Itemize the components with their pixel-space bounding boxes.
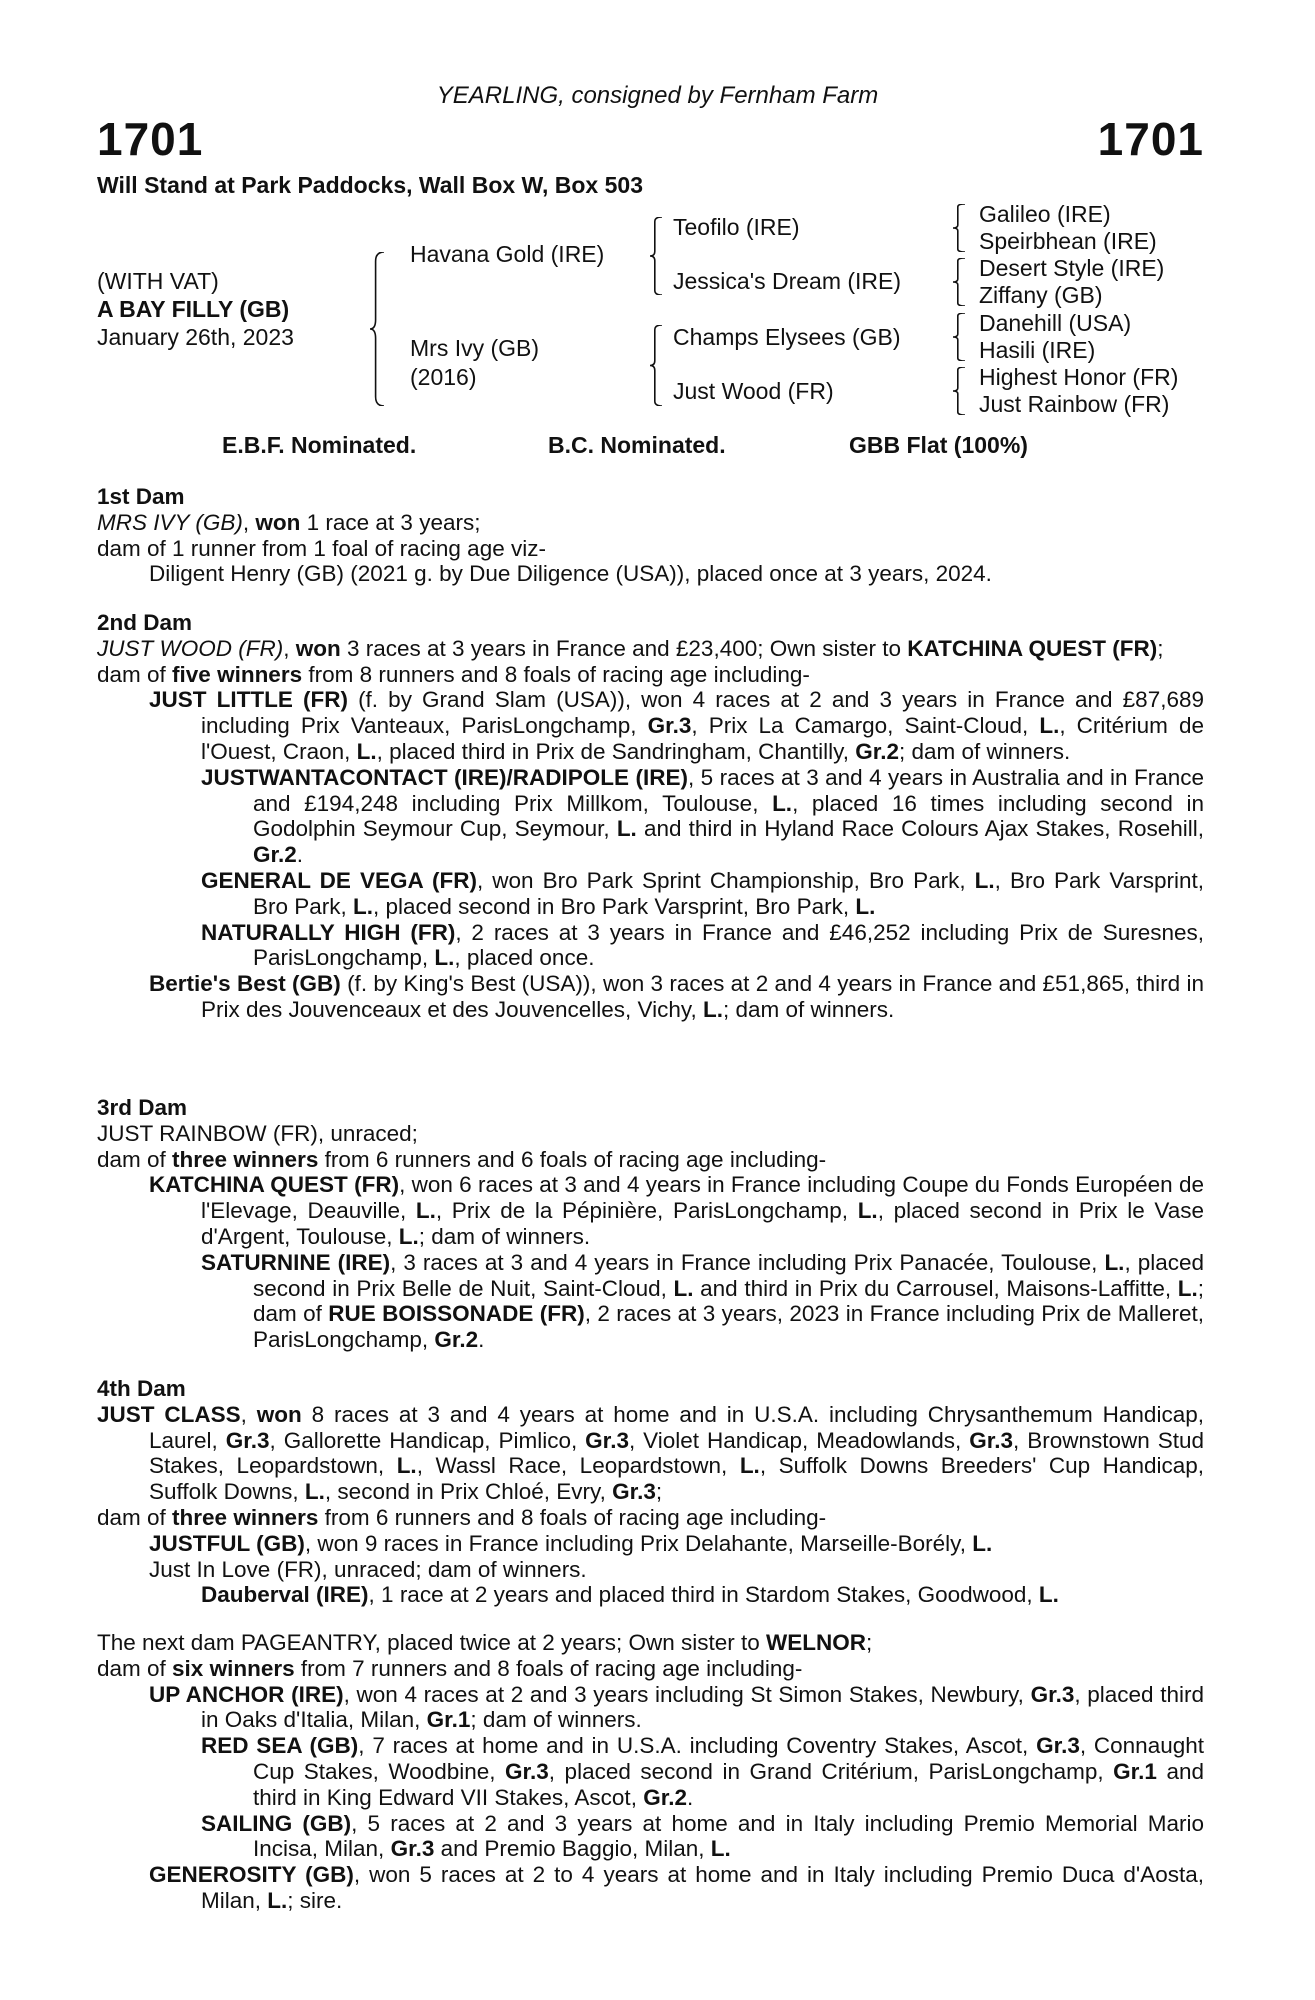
pedigree-entry	[97, 1630, 1204, 1656]
text: dam of	[97, 1655, 173, 1681]
bold-text: three winners	[172, 1146, 319, 1172]
bold-text: GENERAL DE VEGA (FR)	[201, 867, 477, 893]
bold-text: UP ANCHOR (IRE)	[149, 1681, 344, 1707]
bold-text: WELNOR	[766, 1630, 867, 1655]
text: ; dam of winners.	[898, 738, 1071, 764]
text: , Gallorette Handicap, Pimlico,	[269, 1427, 586, 1453]
grandsire-paternal: Teofilo (IRE)	[673, 214, 800, 240]
section-heading: 3rd Dam	[97, 1095, 188, 1120]
pedigree-entry	[97, 510, 1204, 536]
text: from 6 runners and 6 foals of racing age including-	[318, 1146, 827, 1172]
stand-location: Will Stand at Park Paddocks, Wall Box W, Box 503	[97, 172, 643, 198]
pedigree-entry	[97, 1505, 1204, 1531]
text: , placed second in Grand Critérium, ParisLongchamp,	[548, 1758, 1114, 1784]
pedigree-entry	[97, 1147, 1204, 1173]
pedigree-entry	[97, 687, 1204, 764]
pedigree-entry	[97, 971, 1204, 1023]
bold-text: L.	[673, 1275, 694, 1301]
text: ; dam of	[253, 1275, 1204, 1327]
pedigree-entry	[97, 1811, 1204, 1863]
text: Diligent Henry (GB) (2021 g. by Due Diligence (USA)), placed once at 3 years, 2024.	[149, 561, 992, 587]
text: from 8 runners and 8 foals of racing age including-	[302, 661, 810, 687]
text: , 5 races at 3 and 4 years in Australia and in France and £194,248 including Prix Millkom, Toulouse,	[253, 764, 1205, 816]
bold-text: Gr.3	[505, 1758, 549, 1784]
bold-text: L.	[857, 1198, 878, 1224]
bold-text: Gr.3	[1030, 1681, 1075, 1707]
granddam-maternal: Just Wood (FR)	[673, 378, 834, 404]
text: , 2 races at 3 years, 2023 in France including Prix de Malleret, ParisLongchamp,	[253, 1301, 1204, 1353]
bold-text: JUST LITTLE (FR)	[149, 687, 348, 713]
vat-note: (WITH VAT)	[97, 268, 219, 294]
pedigree-entry	[97, 868, 1204, 920]
text: , Prix La Camargo, Saint-Cloud,	[691, 713, 1040, 739]
brace-icon	[370, 252, 384, 406]
gbb-flat-status: GBB Flat (100%)	[849, 432, 1028, 458]
text: , placed third in Prix de Sandringham, Chantilly,	[376, 738, 856, 764]
bold-text: Gr.2	[434, 1327, 479, 1353]
bold-text: L.	[398, 1223, 419, 1249]
text: (f. by King's Best (USA)), won 3 races at 2 and 4 years in France and £51,865, third in Prix des Jouvenceaux et des Jouvencelles, Vichy,	[201, 971, 1204, 1022]
text: ; dam of winners.	[418, 1223, 591, 1249]
text: .	[686, 1784, 694, 1810]
pedigree-entry	[97, 1172, 1204, 1249]
bold-text: L.	[1038, 1582, 1059, 1608]
text: 8 races at 3 and 4 years at home and in U.S.A. including Chrysanthemum Handicap, Laurel,	[149, 1401, 1204, 1453]
bold-text: Gr.2	[253, 842, 297, 868]
text: ,	[240, 1401, 257, 1427]
lot-number-left: 1701	[97, 113, 204, 165]
bold-text: RED SEA (GB)	[201, 1733, 359, 1759]
bold-text: RUE BOISSONADE (FR)	[328, 1301, 585, 1327]
bold-text: six winners	[172, 1655, 295, 1681]
bold-text: five winners	[172, 661, 303, 687]
text: , placed 16 times including second in Godolphin Seymour Cup, Seymour,	[253, 790, 1204, 842]
section-heading: 4th Dam	[97, 1376, 186, 1401]
bold-text: L.	[304, 1479, 325, 1505]
bold-text: Gr.2	[643, 1784, 687, 1810]
text: Just In Love (FR), unraced; dam of winners.	[149, 1556, 587, 1582]
bold-text: Gr.1	[1113, 1758, 1157, 1784]
bold-text: JUSTFUL (GB)	[149, 1530, 305, 1556]
text: , Wassl Race, Leopardstown,	[416, 1453, 740, 1479]
text: , won Bro Park Sprint Championship, Bro Park,	[476, 867, 975, 893]
text: from 7 runners and 8 foals of racing age including-	[294, 1655, 803, 1681]
pedigree-entry	[97, 1250, 1204, 1353]
text: , placed second in Bro Park Varsprint, Bro Park,	[373, 893, 856, 919]
section-heading: 1st Dam	[97, 484, 185, 509]
bold-text: Gr.3	[225, 1427, 270, 1453]
pedigree-entry	[97, 561, 1204, 587]
bold-text: Gr.3	[390, 1836, 435, 1862]
pedigree-entry	[97, 662, 1204, 688]
text: dam of 1 runner from 1 foal of racing age viz-	[97, 535, 546, 561]
text: ;	[655, 1479, 663, 1505]
bold-text: JUST CLASS	[97, 1401, 241, 1427]
bold-text: KATCHINA QUEST (FR)	[149, 1172, 400, 1198]
text: (f. by Grand Slam (USA)), won 4 races at 2 and 3 years in France and £87,689 including Prix Vanteaux, ParisLongchamp,	[201, 687, 1204, 739]
text: ; sire.	[287, 1887, 343, 1913]
text: ,	[242, 509, 256, 535]
pedigree-entry	[97, 1582, 1204, 1608]
pedigree-entry	[97, 1557, 1204, 1583]
bold-text: Gr.3	[647, 713, 692, 739]
brace-icon	[953, 367, 965, 415]
pedigree-entry	[97, 1531, 1204, 1557]
text: , Prix de la Pépinière, ParisLongchamp,	[435, 1198, 858, 1224]
bold-text: three winners	[172, 1504, 319, 1530]
catalogue-subtitle: YEARLING, consigned by Fernham Farm	[436, 82, 879, 109]
brace-icon	[650, 325, 662, 406]
bold-text: L.	[974, 867, 995, 893]
italic-text: MRS IVY (GB)	[97, 509, 243, 535]
text: ;	[1157, 635, 1164, 661]
bold-text: NATURALLY HIGH (FR)	[201, 919, 456, 945]
fourth-dam-section	[97, 1376, 1204, 1608]
text: .	[478, 1327, 485, 1353]
great-grandparent: Danehill (USA)	[979, 310, 1132, 336]
text: from 6 runners and 8 foals of racing age including-	[318, 1504, 827, 1530]
text: , 3 races at 3 and 4 years in France including Prix Panacée, Toulouse,	[390, 1249, 1105, 1275]
text: , placed once.	[454, 945, 595, 971]
ebf-nomination: E.B.F. Nominated.	[222, 432, 417, 458]
bold-text: KATCHINA QUEST (FR)	[907, 635, 1158, 661]
text: ; dam of winners.	[722, 996, 895, 1022]
bold-text: Gr.3	[969, 1427, 1014, 1453]
bold-text: L.	[267, 1887, 288, 1913]
dam: Mrs Ivy (GB)	[410, 335, 540, 361]
great-grandparent: Just Rainbow (FR)	[979, 391, 1170, 417]
bold-text: L.	[1104, 1249, 1125, 1275]
text: , Critérium de l'Ouest, Craon,	[201, 713, 1205, 764]
text: , 7 races at home and in U.S.A. including Coventry Stakes, Ascot,	[358, 1733, 1037, 1759]
bold-text: L.	[702, 996, 723, 1022]
bold-text: won	[295, 635, 341, 661]
bold-text: L.	[396, 1453, 417, 1479]
pedigree-entry	[97, 636, 1204, 662]
text: and Premio Baggio, Milan,	[434, 1836, 711, 1862]
bold-text: L.	[739, 1453, 760, 1479]
bold-text: GENEROSITY (GB)	[149, 1862, 354, 1888]
text: ;	[866, 1630, 873, 1655]
bold-text: L.	[1177, 1275, 1198, 1301]
text: , won 9 races in France including Prix Delahante, Marseille-Borély,	[304, 1530, 973, 1556]
text: and third in Prix du Carrousel, Maisons-Laffitte,	[693, 1275, 1178, 1301]
pedigree-entry	[97, 1862, 1204, 1914]
text: ,	[283, 635, 296, 661]
pedigree-entry	[97, 765, 1204, 868]
text: , placed third in Oaks d'Italia, Milan,	[201, 1681, 1204, 1733]
text: , Brownstown Stud Stakes, Leopardstown,	[149, 1427, 1204, 1479]
brace-icon	[953, 313, 965, 361]
text: , 2 races at 3 years in France and £46,252 including Prix de Suresnes, ParisLongchamp,	[253, 919, 1204, 971]
brace-icon	[650, 217, 662, 295]
sire: Havana Gold (IRE)	[410, 241, 605, 267]
brace-icon	[953, 258, 965, 306]
lot-number-right: 1701	[1097, 113, 1204, 165]
bold-text: Bertie's Best (GB)	[149, 971, 341, 997]
bc-nomination: B.C. Nominated.	[548, 432, 726, 458]
text: , second in Prix Chloé, Evry,	[324, 1479, 613, 1505]
bold-text: L.	[1039, 713, 1060, 739]
great-grandparent: Hasili (IRE)	[979, 337, 1096, 363]
text: 3 races at 3 years in France and £23,400; Own sister to	[340, 635, 908, 661]
pedigree-entry	[97, 1402, 1204, 1505]
great-grandparent: Ziffany (GB)	[979, 282, 1103, 308]
pedigree-entry	[97, 1656, 1204, 1682]
great-grandparent: Desert Style (IRE)	[979, 255, 1165, 281]
text: , 5 races at 2 and 3 years at home and in Italy including Premio Memorial Mario Incisa, Milan,	[253, 1810, 1204, 1862]
brace-icon	[953, 204, 965, 252]
bold-text: won	[256, 1401, 302, 1427]
bold-text: L.	[772, 790, 793, 816]
text: , Bro Park Varsprint, Bro Park,	[253, 867, 1204, 919]
bold-text: L.	[710, 1836, 731, 1862]
pedigree-entry	[97, 536, 1204, 562]
next-dam-section	[97, 1630, 1204, 1914]
text: , won 4 races at 2 and 3 years including St Simon Stakes, Newbury,	[343, 1681, 1031, 1707]
foaling-date: January 26th, 2023	[97, 324, 294, 350]
text: , placed second in Prix le Vase d'Argent, Toulouse,	[201, 1198, 1204, 1249]
text: .	[296, 842, 304, 868]
pedigree-entry	[97, 1121, 1204, 1147]
bold-text: L.	[616, 816, 637, 842]
bold-text: Gr.1	[426, 1707, 471, 1733]
text: , won 5 races at 2 to 4 years at home and in Italy including Premio Duca d'Aosta, Milan,	[201, 1862, 1204, 1913]
second-dam-section	[97, 610, 1204, 1023]
text: dam of	[97, 661, 173, 687]
bold-text: Gr.2	[855, 738, 899, 764]
bold-text: Dauberval (IRE)	[201, 1582, 369, 1608]
bold-text: L.	[356, 738, 377, 764]
text: The next dam PAGEANTRY, placed twice at 2 years; Own sister to	[97, 1630, 767, 1655]
bold-text: L.	[972, 1530, 993, 1556]
granddam-paternal: Jessica's Dream (IRE)	[673, 268, 902, 294]
great-grandparent: Highest Honor (FR)	[979, 364, 1179, 390]
text: 1 race at 3 years;	[300, 509, 481, 535]
bold-text: SAILING (GB)	[201, 1810, 352, 1836]
first-dam-section	[97, 484, 1204, 587]
bold-text: JUSTWANTACONTACT (IRE)/RADIPOLE (IRE)	[201, 764, 688, 790]
text: and third in Hyland Race Colours Ajax Stakes, Rosehill,	[636, 816, 1204, 842]
pedigree-entry	[97, 1733, 1204, 1810]
third-dam-section	[97, 1095, 1204, 1353]
text: dam of	[97, 1504, 173, 1530]
text: , Suffolk Downs Breeders' Cup Handicap, Suffolk Downs,	[149, 1453, 1204, 1505]
bold-text: Gr.3	[585, 1427, 629, 1453]
text: , Violet Handicap, Meadowlands,	[628, 1427, 970, 1453]
bold-text: L.	[415, 1198, 436, 1224]
bold-text: SATURNINE (IRE)	[201, 1249, 391, 1275]
text: ; dam of winners.	[470, 1707, 642, 1733]
text: , Connaught Cup Stakes, Woodbine,	[253, 1733, 1204, 1784]
text: , placed second in Prix Belle de Nuit, Saint-Cloud,	[253, 1249, 1204, 1301]
text: dam of	[97, 1146, 173, 1172]
pedigree-entry	[97, 920, 1204, 972]
horse-name: A BAY FILLY (GB)	[97, 296, 290, 322]
pedigree-entry	[97, 1682, 1204, 1734]
section-heading: 2nd Dam	[97, 610, 193, 635]
bold-text: Gr.3	[1036, 1733, 1080, 1759]
bold-text: L.	[434, 945, 455, 971]
bold-text: L.	[353, 893, 374, 919]
grandsire-maternal: Champs Elysees (GB)	[673, 324, 901, 350]
text: and third in King Edward VII Stakes, Ascot,	[253, 1758, 1204, 1810]
bold-text: Gr.3	[612, 1479, 656, 1505]
great-grandparent: Galileo (IRE)	[979, 201, 1111, 227]
text: JUST RAINBOW (FR), unraced;	[97, 1120, 418, 1146]
text: , won 6 races at 3 and 4 years in France including Coupe du Fonds Européen de l'Elevage, Deauville,	[201, 1172, 1204, 1224]
text: , 1 race at 2 years and placed third in Stardom Stakes, Goodwood,	[368, 1582, 1039, 1608]
italic-text: JUST WOOD (FR)	[97, 635, 284, 661]
bold-text: won	[255, 509, 301, 535]
great-grandparent: Speirbhean (IRE)	[979, 228, 1157, 254]
dam-year: (2016)	[410, 364, 477, 390]
bold-text: L.	[855, 893, 876, 919]
